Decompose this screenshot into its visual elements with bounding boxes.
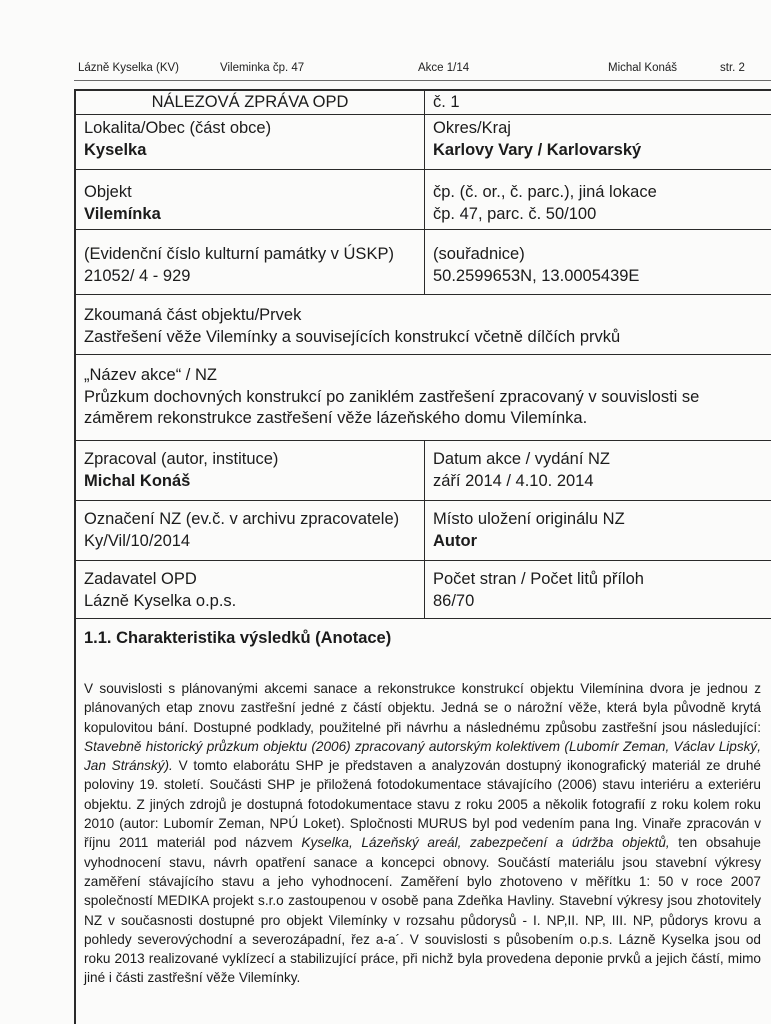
form-row-prepared: [76, 441, 771, 501]
header-rule: [74, 80, 771, 81]
form-row-object: [76, 170, 771, 230]
client-value: Lázně Kyselka o.p.s.: [84, 591, 237, 610]
form-row-name: [76, 355, 771, 441]
report-form: [74, 89, 771, 1024]
evid-label: (Evidenční číslo kulturní památky v ÚSKP): [84, 245, 394, 263]
report-number: č. 1: [433, 93, 460, 111]
object-value: Vilemínka: [84, 204, 161, 223]
header-author: Michal Konáš: [608, 62, 678, 74]
cp-value: čp. 47, parc. č. 50/100: [433, 204, 597, 223]
form-row-client: [76, 561, 771, 619]
object-cell: [76, 170, 425, 229]
district-label: Okres/Kraj: [433, 119, 511, 137]
mark-value: Ky/Vil/10/2014: [84, 531, 191, 550]
prepared-value: Michal Konáš: [84, 471, 191, 490]
storage-value: Autor: [433, 531, 477, 550]
evid-cell: [76, 230, 425, 294]
part-value: Zastřešení věže Vilemínky a souvisejících konstrukcí včetně dílčích prvků: [84, 327, 621, 346]
form-row-locality: [76, 115, 771, 170]
prepared-label: Zpracoval (autor, instituce): [84, 450, 279, 468]
annotation-citation-1: Stavebně historický průzkum objektu (2006) zpracovaný autorským kolektivem (Lubomír Zeman, Václav Lipský, Jan Stránský).: [84, 738, 761, 774]
mark-label: Označení NZ (ev.č. v archivu zpracovatele): [84, 510, 400, 528]
evid-value: 21052/ 4 - 929: [84, 266, 191, 285]
mark-cell: [76, 501, 425, 560]
annotation-part-2: V tomto elaborátu SHP je představen a analyzován dostupný ikonografický materiál ze druhé poloviny 19. století. Součásti SHP je přiložená fotodokumentace stávajícího (2006) stavu interiéru a exteriéru objektu. Z jiných zdrojů je dostupná fotodokumentace stavu z roku 2005 a několik fotografií z roku kolem roku 2010 (autor: Lubomír Zeman, NPÚ Loket). Spločnosti MURUS byl pod vedením pana Ing. Vinaře zpracován v říjnu 2011 materiál pod názvem: [84, 758, 761, 851]
form-row-part: [76, 295, 771, 355]
annotation-text: [84, 679, 761, 988]
district-value: Karlovy Vary / Karlovarský: [433, 140, 642, 159]
date-cell: [425, 441, 771, 500]
header-place: Lázně Kyselka (KV): [78, 62, 179, 74]
header-page: str. 2: [720, 62, 745, 74]
section-title: 1.1. Charakteristika výsledků (Anotace): [84, 629, 392, 647]
date-value: září 2014 / 4.10. 2014: [433, 471, 594, 490]
coords-cell: [425, 230, 771, 294]
cp-cell: [425, 170, 771, 229]
coords-label: (souřadnice): [433, 245, 525, 263]
name-value: Průzkum dochovných konstrukcí po zaniklém zastřešení zpracovaný v souvislosti se záměrem rekonstrukce zastřešení věže lázeňského domu Vilemínka.: [84, 387, 700, 427]
form-row-evidence: [76, 230, 771, 295]
locality-value: Kyselka: [84, 140, 147, 159]
annotation-part-1: V souvislosti s plánovanými akcemi sanace a rekonstrukce konstrukcí objektu Vilemínina dvora je jednou z plánovaných etap znovu zastřešní jedné z částí objektu. Jedná se o nárožní věže, která byla původně krytá kopulovitou bání. Dostupné podklady, použitelné při návrhu a následnému způsobu zastřešní jsou následující:: [84, 681, 761, 735]
annotation-part-3: ten obsahuje vyhodnocení stavu, návrh opatření sanace a koncepci obnovy. Součástí materiálu jsou stavební výkresy zaměření stávajícího stavu a jeho vyhodnocení. Zaměření bylo zhotoveno v měřítku 1: 50 v roce 2007 společností MEDIKA projekt s.r.o zastoupenou v osobě pana Zdeňka Havliny. Stavební výkresy jsou zhotovitely NZ v současnosti dostupné pro objekt Vilemínky v rozsahu půdorysů - I. NP,II. NP, III. NP, půdorys krovu a pohledy severovýchodní a severozápadní, řez a-a´. V souvislosti s působením o.p.s. Lázně Kyselka jsou od roku 2013 realizované vyklízecí a stabilizující práce, při nichž byla provedena deponie prvků a jejich částí, mimo jiné i části zastřešní věže Vilemínky.: [84, 835, 761, 986]
client-label: Zadavatel OPD: [84, 570, 197, 588]
form-row-mark: [76, 501, 771, 561]
name-cell: [76, 355, 771, 440]
part-label: Zkoumaná část objektu/Prvek: [84, 306, 302, 324]
district-cell: [425, 115, 771, 169]
date-label: Datum akce / vydání NZ: [433, 450, 610, 468]
pages-value: 86/70: [433, 591, 475, 610]
pages-label: Počet stran / Počet litů příloh: [433, 570, 644, 588]
header-action: Akce 1/14: [418, 62, 470, 74]
pages-cell: [425, 561, 771, 618]
report-title: NÁLEZOVÁ ZPRÁVA OPD: [76, 91, 425, 114]
coords-value: 50.2599653N, 13.0005439E: [433, 266, 640, 285]
cp-label: čp. (č. or., č. parc.), jiná lokace: [433, 183, 657, 201]
prepared-cell: [76, 441, 425, 500]
locality-cell: [76, 115, 425, 169]
form-row-title: [76, 91, 771, 115]
annotation-citation-2: Kyselka, Lázeňský areál, zabezpečení a údržba objektů,: [301, 835, 670, 851]
name-label: „Název akce“ / NZ: [84, 366, 217, 384]
storage-cell: [425, 501, 771, 560]
annotation-section: [76, 619, 771, 1024]
object-label: Objekt: [84, 183, 132, 201]
part-cell: [76, 295, 771, 354]
header-address: Vileminka čp. 47: [220, 62, 305, 74]
locality-label: Lokalita/Obec (část obce): [84, 119, 272, 137]
client-cell: [76, 561, 425, 618]
storage-label: Místo uložení originálu NZ: [433, 510, 625, 528]
